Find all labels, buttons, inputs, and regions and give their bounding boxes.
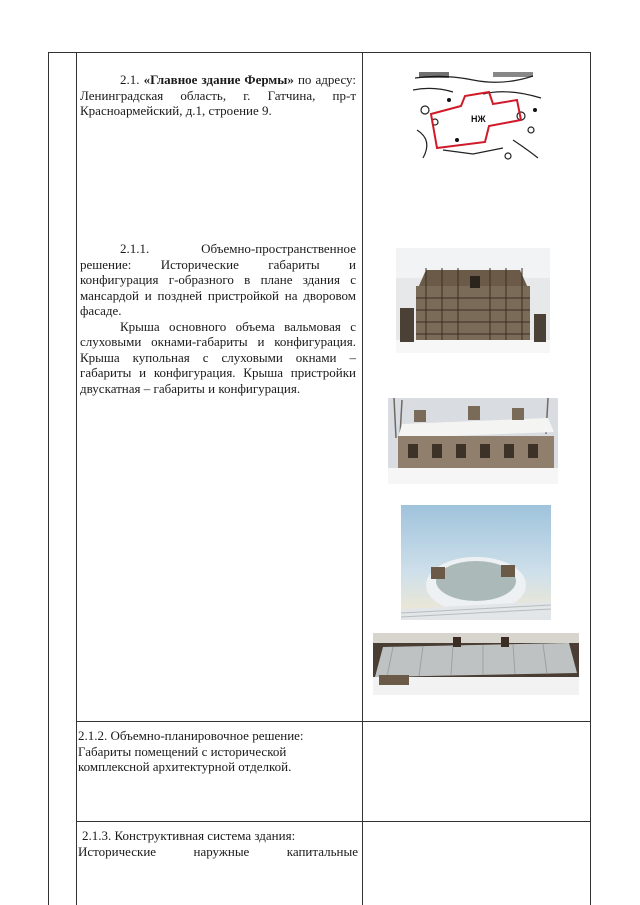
table-right-border [590, 52, 591, 905]
addition-roof-photo [373, 633, 579, 695]
section-2-1-3-text [78, 828, 358, 859]
scaffolding-photo [396, 248, 550, 353]
section-2-1-1-paragraph-2: Крыша основного объема вальмовая с слуховыми окнами-габариты и конфигурация. Крыша купольная с слуховыми окнами – габариты и конфигурация. Крыша пристройки двускатная – габариты и конфигурация. [80, 318, 356, 396]
section-2-1-1-block [80, 241, 356, 396]
row-divider-1 [76, 721, 590, 722]
section-2-1-3-line-2: Исторические наружные капитальные [78, 843, 358, 859]
dome-roof-photo [401, 505, 551, 620]
facade-snow-photo [388, 398, 558, 484]
section-2-1-title: «Главное здание Фермы» [143, 72, 294, 87]
text-column-divider [362, 52, 363, 905]
number-column-divider [76, 52, 77, 905]
table-top-border [48, 52, 590, 53]
table-left-border [48, 52, 49, 905]
section-2-1-number: 2.1. [120, 72, 140, 87]
section-2-1-address: по адресу: Ленинградская область, г. Гатчина, пр-т Красноармейский, д.1, строение 9. [80, 72, 357, 118]
site-plan-image [413, 70, 543, 162]
row-divider-2 [76, 821, 590, 822]
section-2-1-paragraph [80, 72, 356, 119]
section-2-1-1-paragraph-1: 2.1.1. Объемно-пространственное решение: Исторические габариты и конфигурация г-образного в плане здания с мансардой и поздней пристройкой на дворовом фасаде. [80, 241, 356, 318]
site-plan-label: НЖ [471, 114, 486, 124]
section-2-1-2-label: 2.1.2. Объемно-планировочное решение: Габариты помещений с исторической комплексной архитектурной отделкой. [78, 728, 304, 774]
section-2-1-2-text [78, 728, 348, 775]
section-2-1-3-line-1: 2.1.3. Конструктивная система здания: [82, 828, 296, 843]
